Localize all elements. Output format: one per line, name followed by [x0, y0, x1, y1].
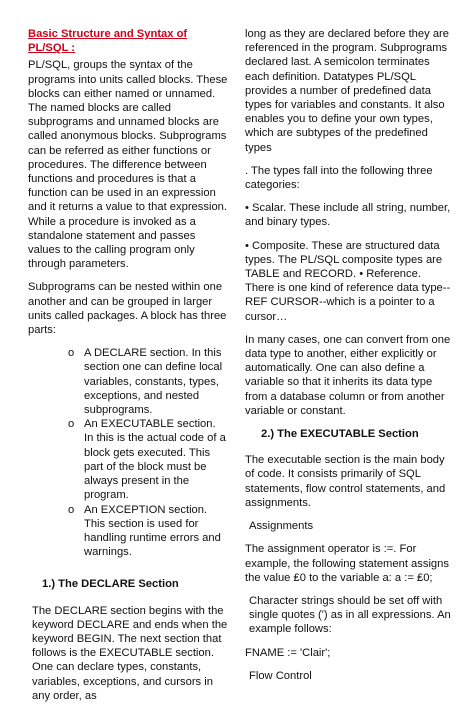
declare-paragraph: The DECLARE section begins with the keyword DECLARE and ends when the keyword BEGIN. The next section that follows is the EXECUTABLE section. One can declare types, constants, variables, exceptions, and cursors in any order, as	[32, 604, 228, 702]
bullet-marker: o	[68, 418, 75, 431]
scalar-paragraph: • Scalar. These include all string, number, and binary types.	[245, 202, 451, 229]
types-categories-paragraph: . The types fall into the following three categories:	[245, 164, 433, 192]
list-item-text: A DECLARE section. In this section one can define local variables, constants, types, exceptions, and nested subprograms.	[84, 347, 223, 417]
subprograms-paragraph: Subprograms can be nested within one another and can be grouped in larger units called packages. A block has three parts:	[28, 281, 227, 337]
strings-paragraph: Character strings should be set off with single quotes (') as in all expressions. An example follows:	[249, 594, 451, 636]
bullet-marker: o	[68, 503, 75, 516]
code-example: FNAME := 'Clair';	[245, 646, 331, 659]
right-column	[245, 27, 451, 692]
conversion-paragraph: In many cases, one can convert from one data type to another, either explicitly or automatically. One can also define a variable so that it inherits its data type from a database column or from another variable or constant.	[245, 333, 451, 417]
declare-continued-paragraph: long as they are declared before they are referenced in the program. Subprograms declared last. A semicolon terminates each definition. Datatypes PL/SQL provides a number of predefined data types for variables and constants. It also enables you to define your own types, which are subtypes of the predefined types	[245, 28, 449, 154]
list-item	[28, 346, 228, 417]
list-item	[28, 503, 228, 560]
list-item-text: An EXCEPTION section. This section is used for handling runtime errors and warnings.	[84, 503, 221, 559]
block-parts-list	[28, 346, 228, 559]
intro-paragraph: PL/SQL, groups the syntax of the programs into units called blocks. These blocks can either named or unnamed. The named blocks are called subprograms and unnamed blocks are called anonymous blocks. Subprograms can be referred as either functions or procedures. The difference between functions and procedures is that a function can be used in an expression and it returns a value to that expression. While a procedure is invoked as a standalone statement and passes values to the calling program only through parameters.	[28, 59, 228, 271]
list-item	[28, 417, 228, 502]
composite-paragraph: • Composite. These are structured data types. The PL/SQL composite types are TABLE and RECORD. • Reference. There is one kind of reference data type--REF CURSOR--which is a pointer to a cursor…	[245, 239, 451, 323]
list-item-text: An EXECUTABLE section. In this is the actual code of a block gets executed. This part of the block must be always present in the program.	[84, 418, 226, 502]
left-column	[28, 27, 228, 712]
document-title: Basic Structure and Syntax of PL/SQL :	[28, 28, 188, 55]
bullet-marker: o	[68, 347, 75, 360]
executable-section-heading: 2.) The EXECUTABLE Section	[261, 428, 419, 441]
assignments-heading: Assignments	[249, 520, 314, 533]
declare-section-heading: 1.) The DECLARE Section	[42, 578, 179, 591]
assignment-operator-paragraph: The assignment operator is :=. For example, the following statement assigns the value ₤0 to the variable a: a := ₤0;	[245, 543, 449, 584]
executable-paragraph: The executable section is the main body of code. It consists primarily of SQL statements, flow control statements, and assignments.	[245, 454, 446, 509]
flow-control-heading: Flow Control	[249, 669, 312, 682]
